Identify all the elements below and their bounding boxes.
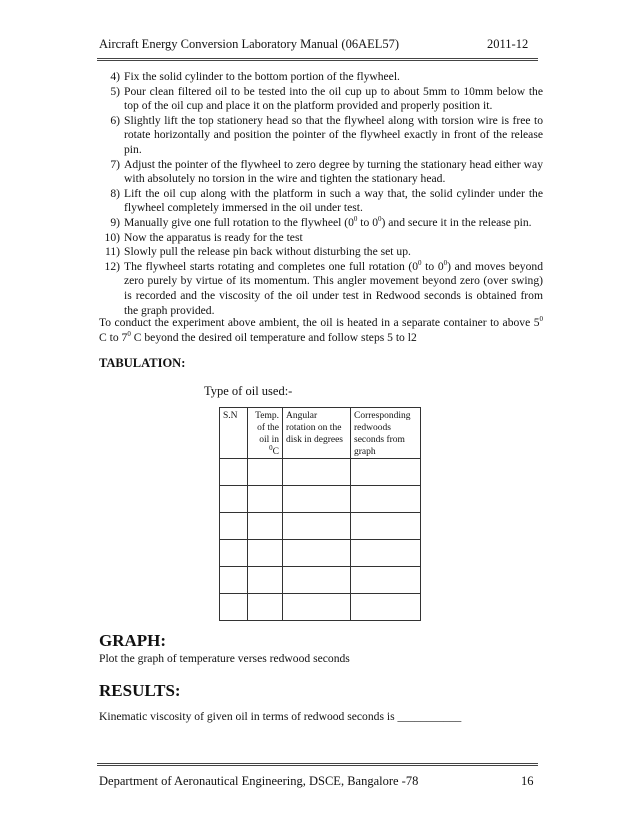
table-cell[interactable] — [351, 594, 421, 621]
col-temp — [248, 408, 283, 459]
paragraph-text: C to 7 — [99, 330, 128, 344]
table-cell[interactable] — [283, 486, 351, 513]
ambient-paragraph — [99, 316, 543, 345]
header-year: 2011-12 — [487, 37, 529, 51]
step-number: 10) — [104, 230, 120, 244]
table-cell[interactable] — [283, 567, 351, 594]
table-row — [220, 594, 421, 621]
table-cell[interactable] — [248, 486, 283, 513]
page-number: 16 — [521, 774, 534, 788]
table-cell[interactable] — [351, 486, 421, 513]
degree-superscript: 0 — [378, 215, 382, 224]
step-number: 12) — [104, 259, 120, 273]
step-text: Adjust the pointer of the flywheel to zero degree by turning the stationary head either way with absolutely no torsion in the wire and tighten the stationary head. — [124, 157, 543, 186]
table-cell[interactable] — [248, 594, 283, 621]
step-text: to 0 — [421, 259, 444, 273]
table-row — [220, 567, 421, 594]
table-cell[interactable] — [248, 567, 283, 594]
step-number: 4) — [110, 70, 120, 83]
step-5 — [99, 85, 543, 114]
footer-department: Department of Aeronautical Engineering, DSCE, Bangalore -78 — [99, 774, 419, 788]
table-cell[interactable] — [351, 513, 421, 540]
step-text: Slowly pull the release pin back without disturbing the set up. — [124, 245, 411, 259]
step-text: Now the apparatus is ready for the test — [124, 230, 303, 244]
table-cell[interactable] — [283, 513, 351, 540]
degree-superscript: 0 — [539, 315, 543, 324]
step-number: 5) — [110, 84, 120, 98]
step-text: Lift the oil cup along with the platform in such a way that, the solid cylinder under the flywheel completely immersed in the oil under test. — [124, 186, 543, 215]
col-temp-text: Temp. of the oil in — [255, 411, 279, 445]
table-cell[interactable] — [220, 567, 248, 594]
tabulation-heading: TABULATION: — [99, 356, 186, 370]
table-cell[interactable] — [220, 513, 248, 540]
results-statement: Kinematic viscosity of given oil in terms of redwood seconds is ___________ — [99, 710, 462, 723]
header-title: Aircraft Energy Conversion Laboratory Manual (06AEL57) — [99, 37, 400, 51]
step-4 — [99, 70, 543, 85]
step-number: 8) — [110, 186, 120, 200]
step-text: ) and secure it in the release pin. — [381, 215, 532, 229]
footer-rule — [97, 763, 538, 766]
table-cell[interactable] — [351, 459, 421, 486]
procedure-steps — [99, 70, 543, 318]
step-8 — [99, 187, 543, 216]
step-number: 7) — [110, 157, 120, 171]
step-text: Manually give one full rotation to the flywheel (0 — [124, 215, 354, 229]
degree-superscript: 0 — [353, 215, 358, 224]
step-text: Fix the solid cylinder to the bottom portion of the flywheel. — [124, 70, 400, 83]
step-number: 11) — [104, 245, 120, 259]
table-row — [220, 540, 421, 567]
table-cell[interactable] — [220, 486, 248, 513]
step-text: Pour clean filtered oil to be tested into the oil cup up to about 5mm to 10mm below the top of the oil cup and place it on the platform provided and properly position it. — [124, 84, 543, 113]
graph-instruction: Plot the graph of temperature verses redwood seconds — [99, 652, 350, 665]
col-redwood-seconds: Corresponding redwoods seconds from graph — [351, 408, 421, 459]
step-9 — [99, 216, 543, 231]
table-cell[interactable] — [283, 459, 351, 486]
table-cell[interactable] — [248, 513, 283, 540]
step-6 — [99, 114, 543, 158]
table-cell[interactable] — [283, 594, 351, 621]
table-cell[interactable] — [220, 594, 248, 621]
table-row — [220, 459, 421, 486]
step-11 — [99, 245, 543, 260]
col-temp-unit: C — [272, 447, 279, 457]
degree-superscript: 0 — [269, 443, 273, 452]
step-number: 9) — [110, 215, 120, 229]
paragraph-text: C beyond the desired oil temperature and follow steps 5 to l2 — [130, 330, 417, 344]
table-cell[interactable] — [248, 459, 283, 486]
col-angular-rotation: Angular rotation on the disk in degrees — [283, 408, 351, 459]
step-10 — [99, 231, 543, 246]
table-cell[interactable] — [220, 540, 248, 567]
oil-type-label: Type of oil used:- — [204, 384, 293, 398]
step-text: Slightly lift the top stationery head so that the flywheel along with torsion wire is free to rotate horizontally and position the pointer of the flywheel exactly in front of the release pin. — [124, 113, 543, 156]
table-header-row — [220, 408, 421, 459]
header-rule — [97, 58, 538, 61]
results-heading: RESULTS: — [99, 681, 181, 700]
table-row — [220, 486, 421, 513]
table-cell[interactable] — [351, 567, 421, 594]
paragraph-text: To conduct the experiment above ambient, the oil is heated in a separate container to above 5 — [99, 316, 540, 329]
step-text: to 0 — [357, 215, 379, 229]
degree-superscript: 0 — [127, 329, 131, 338]
table-cell[interactable] — [220, 459, 248, 486]
degree-superscript: 0 — [443, 258, 448, 267]
degree-superscript: 0 — [418, 258, 422, 267]
step-text: ) and moves beyond zero purely by virtue of its momentum. This angler movement beyond zero (over swing) is recorded and the viscosity of the oil under test in Redwood seconds is obtained from the graph provided. — [124, 259, 543, 317]
step-text: The flywheel starts rotating and completes one full rotation (0 — [124, 259, 419, 273]
table-cell[interactable] — [351, 540, 421, 567]
col-sn: S.N — [220, 408, 248, 459]
step-7 — [99, 158, 543, 187]
table-cell[interactable] — [283, 540, 351, 567]
step-number: 6) — [110, 113, 120, 127]
observation-table — [219, 407, 421, 621]
table-row — [220, 513, 421, 540]
table-cell[interactable] — [248, 540, 283, 567]
step-12 — [99, 260, 543, 318]
graph-heading: GRAPH: — [99, 631, 167, 650]
